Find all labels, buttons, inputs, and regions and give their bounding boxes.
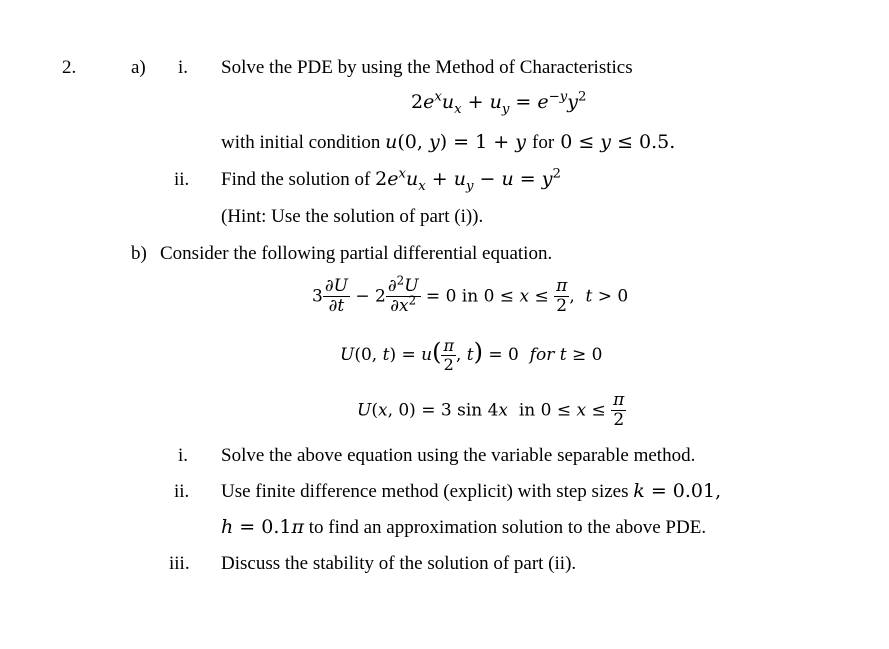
question-number: 2.	[62, 57, 77, 78]
part-b-boundary: U(0, t) = u( $\frac{\pi}{2}$ , t) = 0 for t ≥ 0	[340, 336, 603, 374]
part-b-iii-text: Discuss the stability of the solution of part (ii).	[221, 553, 577, 574]
part-b-initial: U(x, 0) = 3 sin 4x in 0 ≤ x ≤ $\frac{\pi}{2}$	[357, 390, 625, 430]
part-a-ii-equation: $2e^xu_x + u_y - u = y^2$	[375, 166, 561, 194]
part-b-ii-step-h: h = 0.1π	[221, 516, 304, 538]
part-a-ii-hint: (Hint: Use the solution of part (i)).	[221, 206, 484, 227]
part-b-intro: Consider the following partial differential equation.	[160, 243, 553, 264]
part-b-ii-step-k: k = 0.01,	[633, 480, 722, 502]
part-b-label: b)	[131, 243, 147, 264]
part-a-i-equation: $2e^xu_x + u_y = e^{-y}y^2$	[411, 89, 587, 117]
part-a-ii-label: ii.	[174, 169, 190, 190]
part-b-i-text: Solve the above equation using the variable separable method.	[221, 445, 696, 466]
part-b-ii-prefix: Use finite difference method (explicit) with step sizes	[221, 481, 634, 502]
part-b-pde: 3 $\frac{\partial U}{\partial t}$ − 2 $\frac{\partial^2U}{\partial x^2}$ = 0 in 0 ≤ x ≤ $\frac{\pi}{2}$ , t > 0	[312, 273, 629, 316]
condition-prefix: with initial condition	[221, 132, 386, 153]
part-b-ii-line2-text: to find an approximation solution to the above PDE.	[303, 517, 707, 538]
part-a-label: a)	[131, 57, 146, 78]
part-b-iii-label: iii.	[169, 553, 190, 574]
part-a-ii-prefix: Find the solution of	[221, 169, 376, 190]
part-b-ii-text	[221, 482, 721, 501]
part-b-i-label: i.	[178, 445, 189, 466]
part-a-ii-text	[221, 166, 561, 194]
part-a-i-label: i.	[178, 57, 189, 78]
part-a-i-condition: with initial condition u(0, y) = 1 + y for 0 ≤ y ≤ 0.5.	[221, 131, 676, 153]
part-a-i-text: Solve the PDE by using the Method of Characteristics	[221, 57, 633, 78]
condition-math: u(0, y) = 1 + y	[385, 131, 526, 153]
part-b-ii-line2	[221, 518, 706, 537]
part-b-ii-label: ii.	[174, 481, 190, 502]
